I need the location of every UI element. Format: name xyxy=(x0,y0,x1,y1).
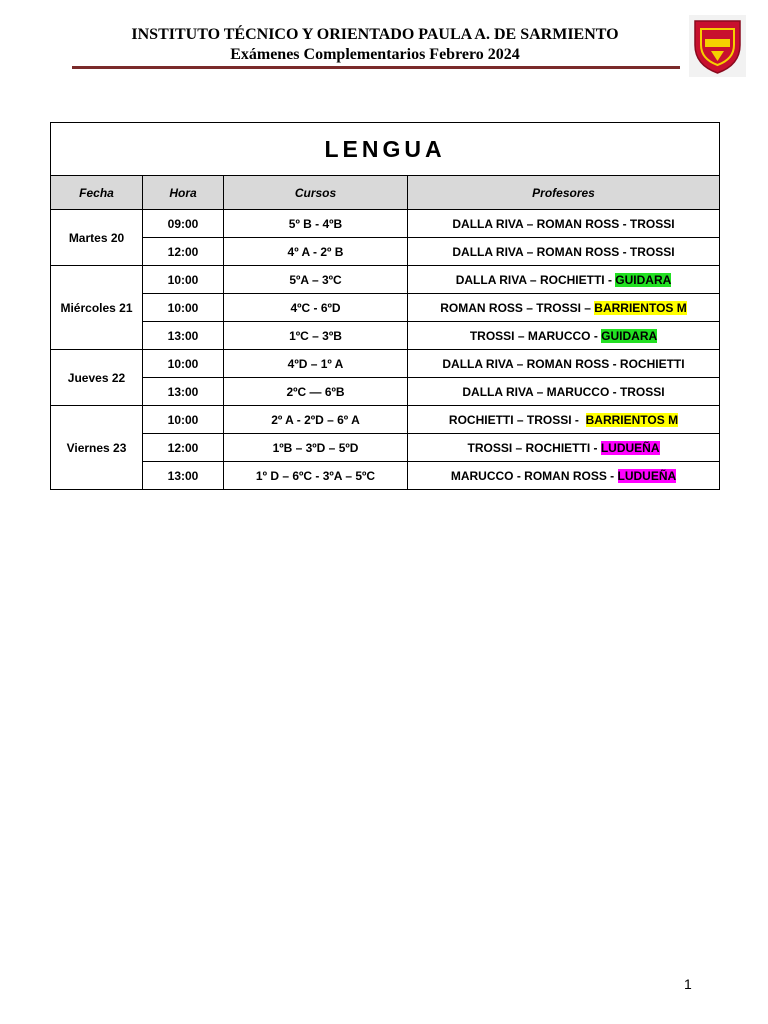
time-cell: 13:00 xyxy=(143,462,224,490)
teachers-text: DALLA RIVA – ROMAN ROSS - ROCHIETTI xyxy=(442,356,685,371)
teachers-cell xyxy=(408,266,720,294)
highlighted-teacher: LUDUEÑA xyxy=(617,468,677,483)
time-cell: 10:00 xyxy=(143,406,224,434)
teachers-cell xyxy=(408,378,720,406)
teachers-text: TROSSI – MARUCCO - xyxy=(469,328,602,343)
course-cell: 1ºC – 3ºB xyxy=(224,322,408,350)
table-row xyxy=(51,294,720,322)
table-row xyxy=(51,238,720,266)
table-row xyxy=(51,350,720,378)
teachers-text: DALLA RIVA – ROMAN ROSS - TROSSI xyxy=(452,244,675,259)
table-row xyxy=(51,462,720,490)
highlighted-teacher: BARRIENTOS M xyxy=(594,300,687,315)
teachers-cell xyxy=(408,406,720,434)
time-cell: 13:00 xyxy=(143,378,224,406)
exam-schedule-table xyxy=(50,122,720,490)
column-header-fecha: Fecha xyxy=(51,176,143,210)
teachers-cell xyxy=(408,238,720,266)
teachers-text: ROMAN ROSS – TROSSI – xyxy=(440,300,595,315)
table-row xyxy=(51,266,720,294)
time-cell: 09:00 xyxy=(143,210,224,238)
course-cell: 5º B - 4ºB xyxy=(224,210,408,238)
time-cell: 13:00 xyxy=(143,322,224,350)
table-row xyxy=(51,322,720,350)
exam-period-title: Exámenes Complementarios Febrero 2024 xyxy=(230,46,520,63)
teachers-cell xyxy=(408,350,720,378)
course-cell: 4º A - 2º B xyxy=(224,238,408,266)
course-cell: 4ºC - 6ºD xyxy=(224,294,408,322)
teachers-cell xyxy=(408,462,720,490)
page-header xyxy=(0,0,768,80)
teachers-text: DALLA RIVA – ROCHIETTI - xyxy=(455,272,616,287)
highlighted-teacher: GUIDARA xyxy=(601,328,658,343)
teachers-text: MARUCCO - ROMAN ROSS - xyxy=(450,468,618,483)
column-header-profesores: Profesores xyxy=(408,176,720,210)
teachers-cell xyxy=(408,434,720,462)
course-cell: 1º D – 6ºC - 3ºA – 5ºC xyxy=(224,462,408,490)
date-cell: Viernes 23 xyxy=(51,406,143,490)
table-row xyxy=(51,378,720,406)
teachers-cell xyxy=(408,210,720,238)
teachers-cell xyxy=(408,322,720,350)
course-cell: 2ºC — 6ºB xyxy=(224,378,408,406)
course-cell: 1ºB – 3ºD – 5ºD xyxy=(224,434,408,462)
time-cell: 10:00 xyxy=(143,350,224,378)
highlighted-teacher: BARRIENTOS M xyxy=(585,412,679,427)
subject-title: LENGUA xyxy=(51,123,720,176)
teachers-text: ROCHIETTI – TROSSI - xyxy=(448,412,586,427)
time-cell: 10:00 xyxy=(143,266,224,294)
time-cell: 12:00 xyxy=(143,434,224,462)
exam-schedule-table-wrap xyxy=(50,122,719,490)
date-cell: Jueves 22 xyxy=(51,350,143,406)
school-crest-icon xyxy=(689,15,746,77)
table-row xyxy=(51,406,720,434)
teachers-text: TROSSI – ROCHIETTI - xyxy=(467,440,601,455)
column-header-row xyxy=(51,176,720,210)
date-cell: Martes 20 xyxy=(51,210,143,266)
header-divider xyxy=(72,66,680,69)
time-cell: 10:00 xyxy=(143,294,224,322)
teachers-text: DALLA RIVA – MARUCCO - TROSSI xyxy=(462,384,665,399)
highlighted-teacher: LUDUEÑA xyxy=(600,440,660,455)
teachers-text: DALLA RIVA – ROMAN ROSS - TROSSI xyxy=(452,216,675,231)
highlighted-teacher: GUIDARA xyxy=(615,272,672,287)
column-header-cursos: Cursos xyxy=(224,176,408,210)
page-number: 1 xyxy=(684,976,692,992)
institution-title: INSTITUTO TÉCNICO Y ORIENTADO PAULA A. DE SARMIENTO xyxy=(131,26,619,43)
date-cell: Miércoles 21 xyxy=(51,266,143,350)
course-cell: 2º A - 2ºD – 6º A xyxy=(224,406,408,434)
table-row xyxy=(51,434,720,462)
teachers-cell xyxy=(408,294,720,322)
course-cell: 5ºA – 3ºC xyxy=(224,266,408,294)
course-cell: 4ºD – 1º A xyxy=(224,350,408,378)
column-header-hora: Hora xyxy=(143,176,224,210)
table-row xyxy=(51,210,720,238)
time-cell: 12:00 xyxy=(143,238,224,266)
